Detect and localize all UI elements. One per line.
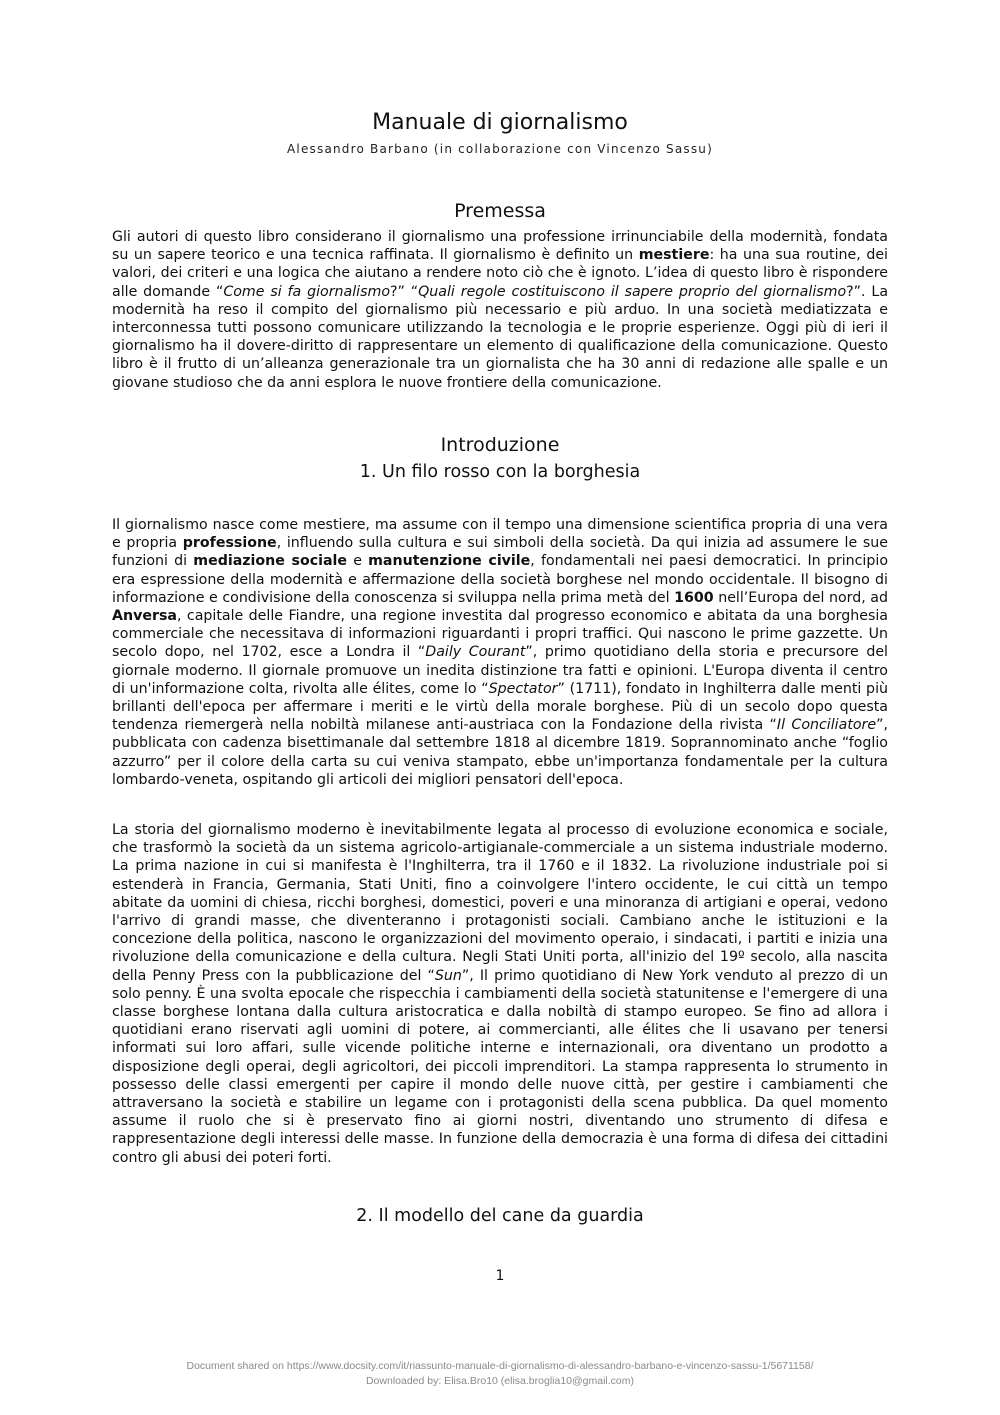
- section-2-title: 2. Il modello del cane da guardia: [356, 1206, 644, 1226]
- intro-paragraph-1: Il giornalismo nasce come mestiere, ma assume con il tempo una dimensione scientifica propria di una vera e propria professione, influendo sulla cultura e sui simboli della società. Da qui inizia ad assumere le sue funzioni di mediazione sociale e manutenzione civile, fondamentali nei paesi democratici. In principio era espressione della modernità e affermazione della società borghese nel mondo occidentale. Il bisogno di informazione e condivisione della conoscenza si sviluppa nella prima metà del 1600 nell’Europa del nord, ad Anversa, capitale delle Fiandre, una regione investita dal progresso economico e abitata da una borghesia commerciale che necessitava di informazioni riguardanti i propri traffici. Qui nascono le prime gazzette. Un secolo dopo, nel 1702, esce a Londra il “Daily Courant”, primo quotidiano della storia e precursore del giornale moderno. Il giornale promuove un inedita distinzione tra fatti e opinioni. L'Europa diventa il centro di un'informazione colta, rivolta alle élites, come lo “Spectator” (1711), fondato in Inghilterra dalle menti più brillanti dell'epoca per affermare i meriti e le virtù della morale borghese. Più di un secolo dopo questa tendenza riemergerà nella nobiltà milanese anti-austriaca con la Fondazione della rivista “Il Conciliatore”, pubblicata con cadenza bisettimanale dal settembre 1818 al dicembre 1819. Soprannominato anche “foglio azzurro” per il colore della carta su cui veniva stampato, ebbe un'importanza fondamentale per la cultura lombardo-veneta, ospitando gli articoli dei migliori pensatori dell'epoca.: [112, 517, 888, 788]
- introduzione-heading: Introduzione: [440, 434, 560, 456]
- footer-shared-link[interactable]: Document shared on https://www.docsity.com/it/riassunto-manuale-di-giornalismo-di-alessandro-barbano-e-vincenzo-sassu-1/5671158/: [186, 1360, 814, 1372]
- document-authors: Alessandro Barbano (in collaborazione con Vincenzo Sassu): [287, 142, 713, 156]
- premessa-heading: Premessa: [454, 200, 546, 222]
- footer-downloaded-by: Downloaded by: Elisa.Bro10 (elisa.broglia10@gmail.com): [365, 1375, 635, 1387]
- document-title: Manuale di giornalismo: [372, 110, 628, 135]
- section-1-title: 1. Un filo rosso con la borghesia: [359, 462, 641, 482]
- intro-paragraph-2: La storia del giornalismo moderno è inevitabilmente legata al processo di evoluzione economica e sociale, che trasformò la società da un sistema agricolo-artigianale-commerciale a un sistema industriale moderno. La prima nazione in cui si manifesta è l'Inghilterra, tra il 1760 e il 1832. La rivoluzione industriale poi si estenderà in Francia, Germania, Stati Uniti, fino a coinvolgere l'intero occidente, le cui città un tempo abitate da uomini di chiesa, ricchi borghesi, domestici, poveri e una minoranza di artigiani e operai, vedono l'arrivo di grandi masse, che diventeranno i protagonisti sociali. Cambiano anche le istituzioni e la concezione della politica, nascono le organizzazioni del movimento operaio, i sindacati, i partiti e inizia una rivoluzione della comunicazione e della cultura. Negli Stati Uniti porta, all'inizio del 19º secolo, alla nascita della Penny Press con la pubblicazione del “Sun”, Il primo quotidiano di New York venduto al prezzo di un solo penny. È una svolta epocale che rispecchia i cambiamenti della società statunitense e l'emergere di una classe borghese lontana dalla cultura aristocratica e dalla nobiltà di stampo europeo. Se fino ad allora i quotidiani erano riservati agli uomini di potere, ai commercianti, alle élites che li usavano per tenersi informati sui loro affari, sulle vicende politiche interne e internazionali, ora diventano un prodotto a disposizione degli operai, degli agricoltori, dei piccoli imprenditori. La stampa rappresenta lo strumento in possesso delle classi emergenti per capire il mondo delle nuove città, per gestire i cambiamenti che attraversano la società e stabilire un legame con i protagonisti della scena pubblica. Da quel momento assume il ruolo che si è preservato fino ai giorni nostri, diventando uno strumento di difesa e rappresentazione degli interessi delle masse. In funzione della democrazia è una forma di difesa dei cittadini contro gli abusi dei poteri forti.: [112, 822, 888, 1166]
- page-number: 1: [495, 1268, 505, 1284]
- premessa-paragraph: Gli autori di questo libro considerano il giornalismo una professione irrinunciabile della modernità, fondata su un sapere teorico e una tecnica raffinata. Il giornalismo è definito un mestiere: ha una sua routine, dei valori, dei criteri e una logica che aiutano a rendere noto ciò che è ignoto. L’idea di questo libro è rispondere alle domande “Come si fa giornalismo?” “Quali regole costituiscono il sapere proprio del giornalismo?”. La modernità ha reso il compito del giornalismo più necessario e più arduo. In una società mediatizzata e interconnessa tutti possono comunicare utilizzando la tecnologia e le proprie esperienze. Oggi più di ieri il giornalismo ha il dovere-diritto di rappresentare un elemento di qualificazione della comunicazione. Questo libro è il frutto di un’alleanza generazionale tra un giornalista che ha 30 anni di redazione alle spalle e un giovane studioso che da anni esplora le nuove frontiere della comunicazione.: [112, 229, 889, 391]
